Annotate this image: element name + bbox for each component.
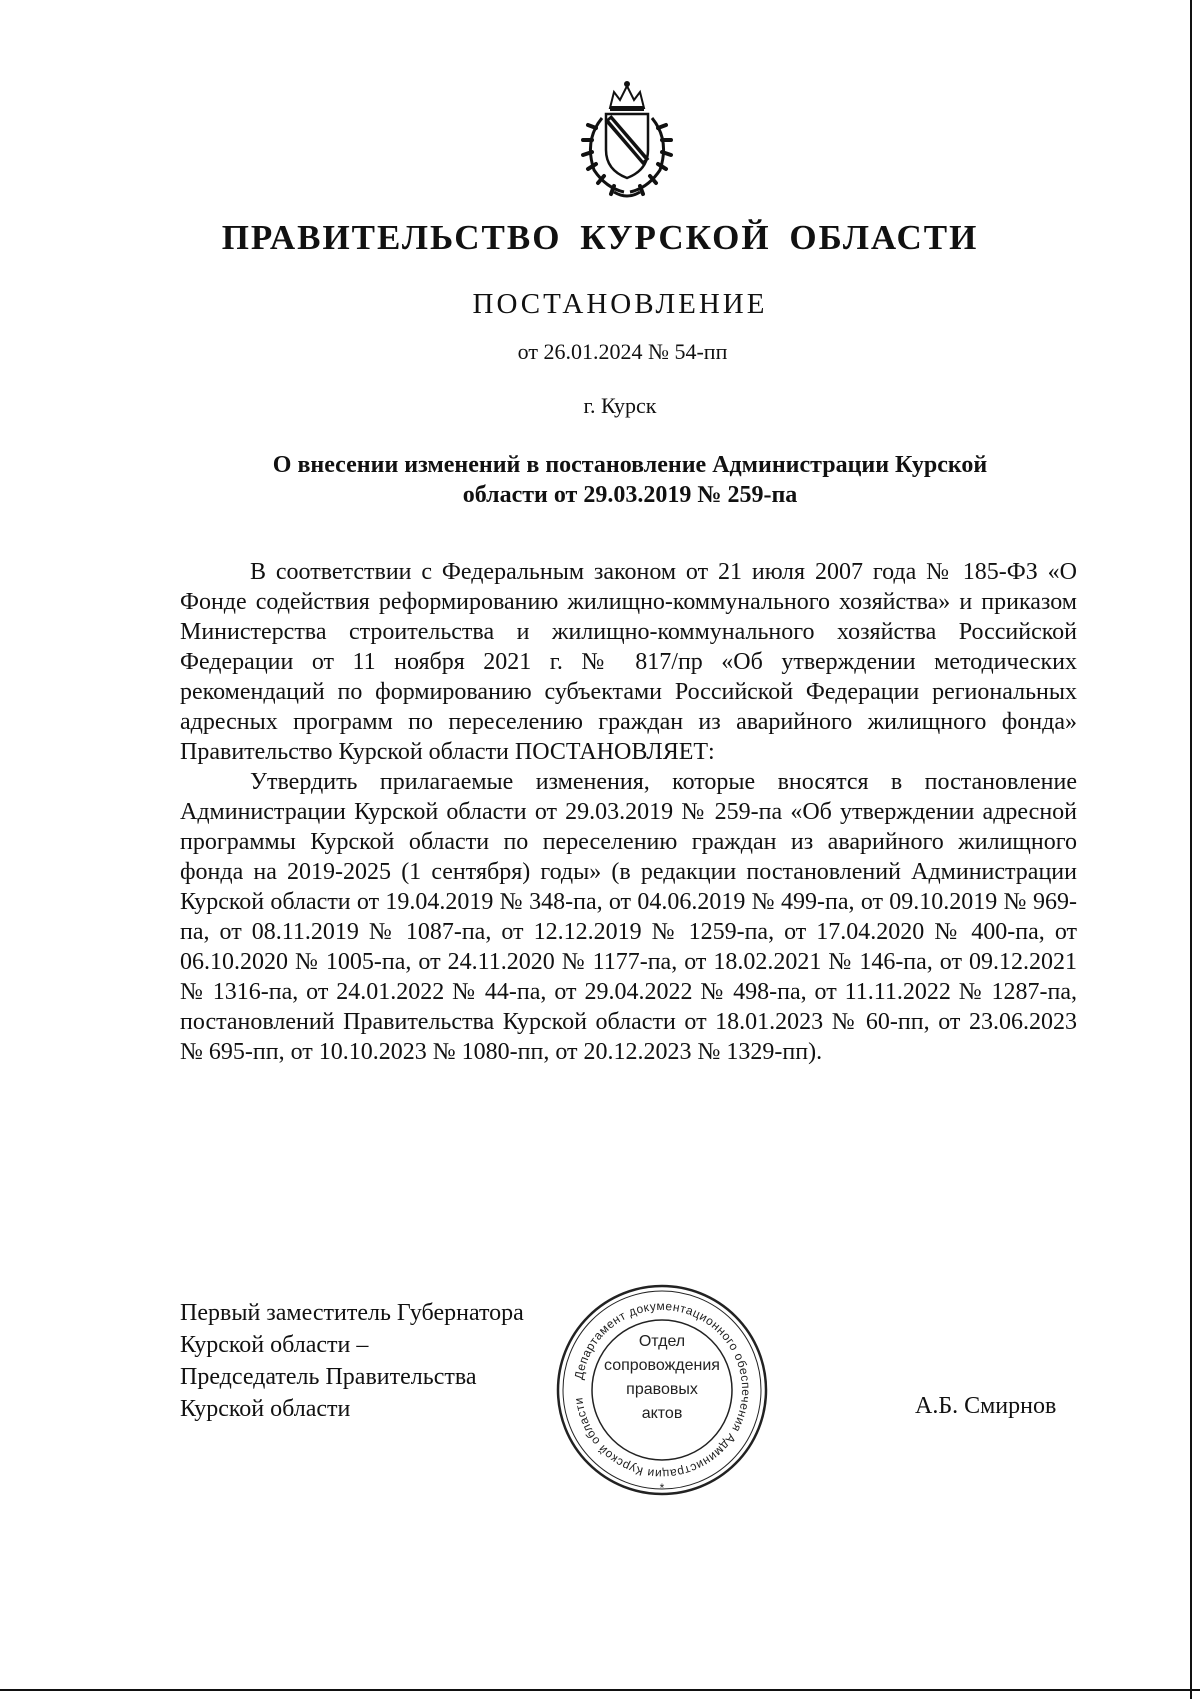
page-edge-bottom	[0, 1689, 1200, 1691]
signer-name: А.Б. Смирнов	[915, 1393, 1057, 1419]
document-body	[180, 557, 1077, 1067]
stamp-center-line: сопровождения	[604, 1357, 720, 1374]
signatory-position-line: Курской области	[180, 1396, 351, 1422]
body-paragraph: Утвердить прилагаемые изменения, которые вносятся в постановление Администрации Курской области от 29.03.2019 № 259-па «Об утверждении адресной программы Курской области по переселению граждан из аварийного жилищного фонда на 2019-2025 (1 сентября) годы» (в редакции постановлений Администрации Курской области от 19.04.2019 № 348-па, от 04.06.2019 № 499-па, от 09.10.2019 № 969-па, от 08.11.2019 № 1087-па, от 12.12.2019 № 1259-па, от 17.04.2020 № 400-па, от 06.10.2020 № 1005-па, от 24.11.2020 № 1177-па, от 18.02.2021 № 146-па, от 09.12.2021 № 1316-па, от 24.01.2022 № 44-па, от 29.04.2022 № 498-па, от 11.11.2022 № 1287-па, постановлений Правительства Курской области от 18.01.2023 № 60-пп, от 23.06.2023 № 695-пп, от 10.10.2023 № 1080-пп, от 20.12.2023 № 1329-пп).	[180, 769, 1077, 1065]
document-type: ПОСТАНОВЛЕНИЕ	[472, 288, 768, 320]
signatory-position-line: Курской области –	[180, 1332, 369, 1358]
signatory-position-line: Первый заместитель Губернатора	[180, 1300, 524, 1326]
organization-title: ПРАВИТЕЛЬСТВО КУРСКОЙ ОБЛАСТИ	[221, 218, 979, 257]
stamp-center-line: актов	[641, 1405, 683, 1422]
subject-line: О внесении изменений в постановление Администрации Курской	[272, 452, 988, 478]
document-city: г. Курск	[583, 393, 657, 418]
document-subject	[190, 450, 1070, 510]
kursk-coat-of-arms-icon	[566, 78, 688, 204]
subject-line: области от 29.03.2019 № 259-па	[462, 482, 798, 508]
stamp-center-line: правовых	[626, 1381, 698, 1398]
signatory-position	[180, 1297, 524, 1425]
svg-text:*: *	[659, 1481, 665, 1495]
stamp-center-text	[584, 1330, 740, 1426]
signatory-position-line: Председатель Правительства	[180, 1364, 477, 1390]
stamp-center-line: Отдел	[638, 1333, 686, 1350]
document-date-number: от 26.01.2024 № 54-пп	[517, 339, 728, 364]
body-paragraph: В соответствии с Федеральным законом от 21 июля 2007 года № 185-ФЗ «О Фонде содействия реформированию жилищно-коммунального хозяйства» и приказом Министерства строительства и жилищно-коммунального хозяйства Российской Федерации от 11 ноября 2021 г. № 817/пр «Об утверждении методических рекомендаций по формированию субъектами Российской Федерации региональных адресных программ по переселению граждан из аварийного жилищного фонда» Правительство Курской области ПОСТАНОВЛЯЕТ:	[180, 559, 1077, 765]
stamp-ring-text: Департамент документационного обеспечения Администрации Курской области	[571, 1298, 754, 1482]
